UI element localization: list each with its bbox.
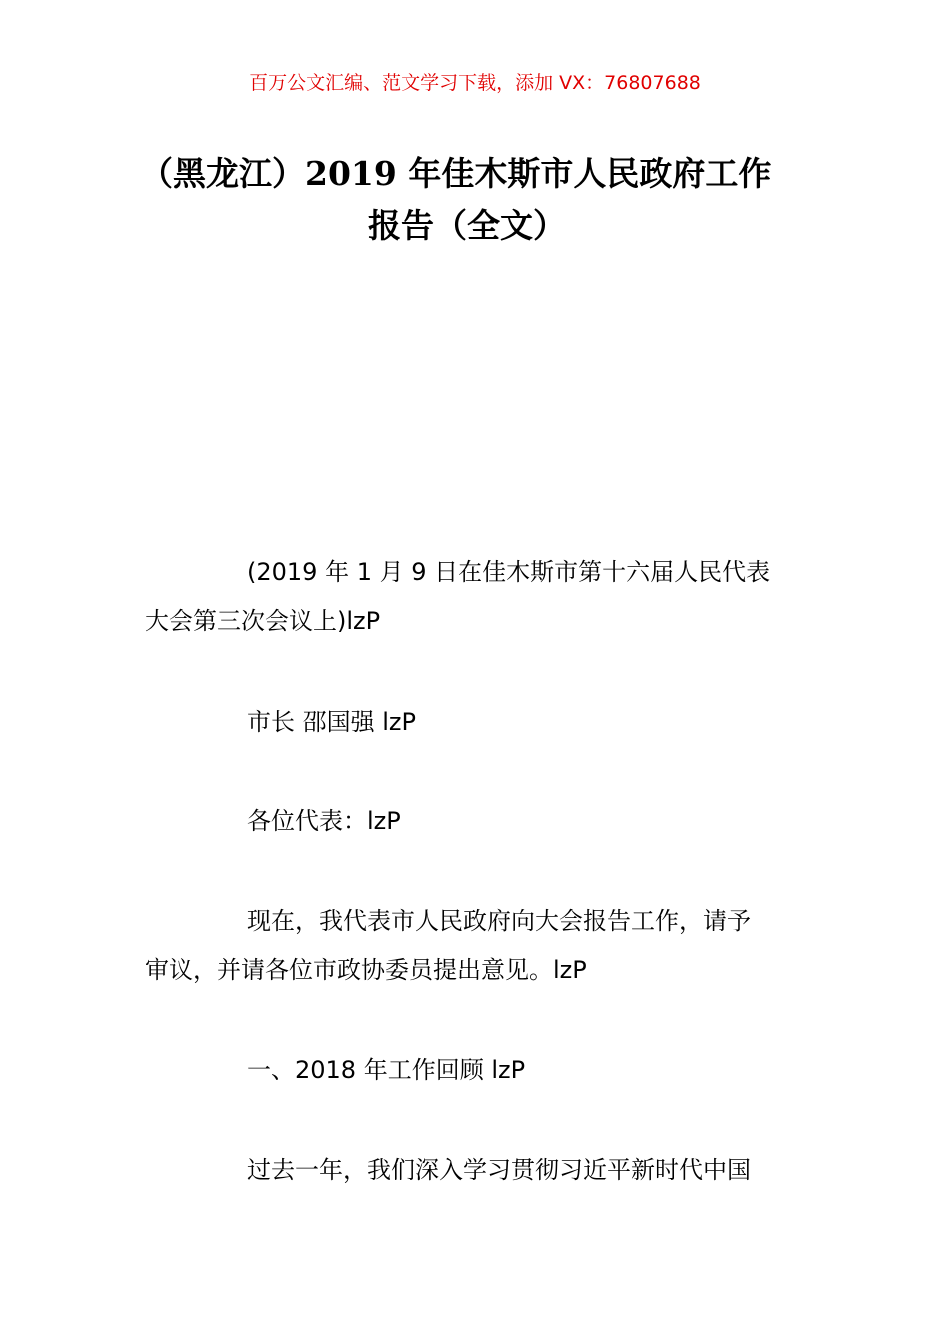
paragraph-line: 一、2018 年工作回顾 lzP	[247, 1056, 526, 1084]
paragraph-speaker	[145, 698, 805, 747]
paragraph-review	[145, 1146, 805, 1195]
paragraph-line: 审议，并请各位市政协委员提出意见。lzP	[145, 956, 587, 984]
paragraph-meeting-info	[145, 548, 805, 646]
paragraph-line: 过去一年，我们深入学习贯彻习近平新时代中国	[247, 1156, 751, 1184]
paragraph-line: 现在，我代表市人民政府向大会报告工作，请予	[247, 907, 751, 935]
paragraph-line: 各位代表：lzP	[247, 807, 401, 835]
paragraph-intro	[145, 897, 805, 995]
paragraph-salutation	[145, 797, 805, 846]
header-note: 百万公文汇编、范文学习下载，添加 VX：76807688	[249, 72, 701, 94]
document-title-line-2: 报告（全文）	[368, 206, 566, 245]
section-heading	[145, 1046, 805, 1095]
document-title-line-1: （黑龙江）2019 年佳木斯市人民政府工作	[140, 154, 772, 193]
paragraph-line: 市长 邵国强 lzP	[247, 708, 416, 736]
paragraph-line: 大会第三次会议上)lzP	[145, 607, 381, 635]
paragraph-line: (2019 年 1 月 9 日在佳木斯市第十六届人民代表	[247, 558, 771, 586]
